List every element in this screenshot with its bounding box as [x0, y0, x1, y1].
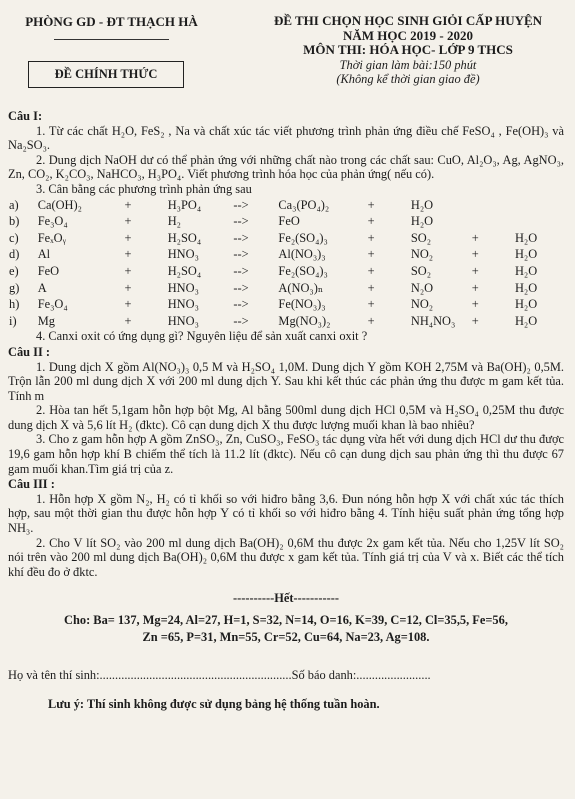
- reaction-table: [8, 197, 564, 330]
- plus-sign: +: [124, 280, 132, 295]
- product-2: H₂O: [410, 214, 434, 229]
- reaction-row: [8, 280, 564, 297]
- plus-sign: +: [471, 280, 479, 295]
- product-1: Fe₂(SO₄)₃: [278, 230, 328, 245]
- arrow: -->: [233, 214, 249, 229]
- q1-part2: 2. Dung dịch NaOH dư có thể phản ứng với những chất nào trong các chất sau: CuO, Al₂O₃, Ag, AgNO₃, Zn, CO₂, K₂CO₃, NaHCO₃, H₃PO₄. Viết phương trình hóa học của phản ứng( nếu có).: [8, 152, 564, 182]
- q2-part1: 1. Dung dịch X gồm Al(NO₃)₃ 0,5 M và H₂SO₄ 1,0M. Dung dịch Y gồm KOH 2,75M và Ba(OH)₂ 0,5M. Trộn lẫn 200 ml dung dịch X với 200 ml dung dịch Y. Sau khi kết thúc các phản ứng thu được m gam kết tủa. Tính m: [8, 359, 564, 403]
- product-3: H₂O: [514, 313, 538, 328]
- product-2: NO₂: [410, 297, 434, 312]
- product-3: [514, 197, 564, 214]
- plus-sign: +: [367, 297, 375, 312]
- reactant-2: H₂SO₄: [167, 263, 202, 278]
- reactant-2: H₂: [167, 214, 181, 229]
- plus-sign: +: [124, 214, 132, 229]
- reactant-1: A: [37, 280, 47, 295]
- divider: [54, 39, 169, 40]
- time-limit: Thời gian làm bài:150 phút: [339, 57, 477, 72]
- q3-part1: 1. Hỗn hợp X gồm N₂, H₂ có tỉ khối so với hiđro bằng 3,6. Đun nóng hỗn hợp X với chất xúc tác thích hợp, sau một thời gian thu được hỗn hợp Y có tỉ khối so với hiđro bằng 4. Tính hiệu suất phản ứng tổng hợp NH₃.: [8, 491, 564, 536]
- question-2-title: Câu II :: [8, 344, 50, 359]
- reactant-2: H₃PO₄: [167, 197, 202, 212]
- product-1: Mg(NO₃)₂: [278, 313, 331, 328]
- atomic-masses: [8, 612, 564, 646]
- exam-title: ĐỀ THI CHỌN HỌC SINH GIỎI CẤP HUYỆN: [273, 13, 543, 28]
- plus-sign: +: [367, 313, 375, 328]
- official-stamp-box: ĐỀ CHÍNH THỨC: [28, 61, 184, 88]
- department-name: PHÒNG GD - ĐT THẠCH HÀ: [25, 14, 198, 29]
- plus-sign: +: [367, 230, 375, 245]
- arrow: -->: [233, 280, 249, 295]
- reactant-1: Mg: [37, 313, 55, 328]
- product-2: NH₄NO₃: [410, 313, 456, 328]
- reactant-2: HNO₃: [167, 297, 199, 312]
- plus-sign: +: [124, 263, 132, 278]
- product-1: A(NO₃)ₙ: [278, 280, 324, 295]
- product-1: Fe₂(SO₄)₃: [278, 263, 328, 278]
- product-3: H₂O: [514, 297, 538, 312]
- reactant-1: Ca(OH)₂: [37, 197, 82, 212]
- question-3-title: Câu III :: [8, 477, 55, 492]
- reactant-1: FeₓOᵧ: [37, 230, 66, 245]
- reactant-1: Al: [37, 247, 51, 262]
- arrow: -->: [233, 297, 249, 312]
- plus-sign: [471, 197, 514, 214]
- product-3: H₂O: [514, 263, 538, 278]
- reactant-2: H₂SO₄: [167, 230, 202, 245]
- reactant-1: FeO: [37, 263, 60, 278]
- arrow: -->: [233, 313, 249, 328]
- product-2: SO₂: [410, 263, 432, 278]
- reaction-label: c): [9, 230, 19, 245]
- reaction-row: [8, 230, 564, 247]
- atomic-masses-line2: Zn =65, P=31, Mn=55, Cr=52, Cu=64, Na=23, Ag=108.: [142, 630, 430, 644]
- plus-sign: +: [124, 197, 132, 212]
- plus-sign: +: [124, 230, 132, 245]
- plus-sign: +: [367, 280, 375, 295]
- plus-sign: +: [471, 247, 479, 262]
- reaction-label: b): [9, 214, 20, 229]
- q2-part3: 3. Cho z gam hỗn hợp A gồm ZnSO₃, Zn, CuSO₃, FeSO₃ tác dụng vừa hết với dung dịch HCl dư thu được 19,6 gam hỗn hợp khí B chiếm thể tích là 11.2 lít (đktc). Nếu cô cạn dung dịch sau phản ứng thì thu được 67 gam muối khan.Tìm giá trị của z.: [8, 432, 564, 476]
- reaction-row: [8, 197, 564, 214]
- exam-note: Lưu ý: Thí sinh không được sử dụng bảng hệ thống tuần hoàn.: [48, 696, 380, 711]
- product-2: N₂O: [410, 280, 434, 295]
- atomic-masses-line1: Cho: Ba= 137, Mg=24, Al=27, H=1, S=32, N=14, O=16, K=39, C=12, Cl=35,5, Fe=56,: [64, 613, 508, 627]
- reaction-label: e): [9, 263, 19, 278]
- arrow: -->: [233, 197, 249, 212]
- plus-sign: +: [471, 230, 479, 245]
- plus-sign: [471, 213, 514, 230]
- reactant-1: Fe₃O₄: [37, 297, 68, 312]
- plus-sign: +: [471, 297, 479, 312]
- plus-sign: +: [124, 247, 132, 262]
- exam-body: [8, 108, 564, 711]
- product-2: NO₂: [410, 247, 434, 262]
- plus-sign: +: [471, 263, 479, 278]
- reaction-row: [8, 313, 564, 330]
- plus-sign: +: [367, 214, 375, 229]
- school-year: NĂM HỌC 2019 - 2020: [343, 27, 473, 43]
- header-left: [14, 14, 209, 40]
- product-3: [514, 213, 564, 230]
- product-1: Ca₃(PO₄)₂: [278, 197, 330, 212]
- reactant-2: HNO₃: [167, 313, 199, 328]
- header-right: [248, 14, 568, 87]
- reaction-label: h): [9, 297, 20, 312]
- product-1: Al(NO₃)₃: [278, 247, 326, 262]
- candidate-info-line: Họ và tên thí sinh:..............................................................Số báo danh:........................: [8, 668, 431, 682]
- product-1: FeO: [278, 214, 300, 229]
- plus-sign: +: [367, 247, 375, 262]
- reaction-label: i): [9, 313, 17, 328]
- reaction-label: a): [9, 197, 19, 212]
- question-1-title: Câu I:: [8, 109, 43, 123]
- arrow: -->: [233, 230, 249, 245]
- reactant-1: Fe₃O₄: [37, 214, 68, 229]
- product-3: H₂O: [514, 247, 538, 262]
- reaction-row: [8, 263, 564, 280]
- plus-sign: +: [124, 313, 132, 328]
- q1-part3: 3. Cân bằng các phương trình phản ứng sau: [36, 181, 252, 196]
- product-3: H₂O: [514, 230, 538, 245]
- time-note: (Không kể thời gian giao đề): [336, 72, 480, 86]
- reaction-row: [8, 246, 564, 263]
- reactant-2: HNO₃: [167, 247, 199, 262]
- product-2: H₂O: [410, 197, 434, 212]
- product-1: Fe(NO₃)₃: [278, 297, 326, 312]
- reaction-label: d): [9, 247, 20, 262]
- product-3: H₂O: [514, 280, 538, 295]
- product-2: SO₂: [410, 230, 432, 245]
- reaction-row: [8, 296, 564, 313]
- reaction-label: g): [9, 280, 20, 295]
- plus-sign: +: [471, 313, 479, 328]
- reactant-2: HNO₃: [167, 280, 199, 295]
- reaction-row: [8, 213, 564, 230]
- q1-part1: 1. Từ các chất H₂O, FeS₂ , Na và chất xúc tác viết phương trình phản ứng điều chế FeSO₄ , Fe(OH)₃ và Na₂SO₃.: [8, 123, 564, 153]
- q2-part2: 2. Hòa tan hết 5,1gam hỗn hợp bột Mg, Al bằng 500ml dung dịch HCl 0,5M và H₂SO₄ 0,25M thu được dung dịch X và 5,6 lít H₂ (đktc). Cô cạn dung dịch X thu được lượng muối khan là bao nhiêu?: [8, 403, 564, 432]
- q1-part4: 4. Canxi oxit có ứng dụng gì? Nguyên liệu để sản xuất canxi oxit ?: [36, 329, 368, 344]
- plus-sign: +: [124, 297, 132, 312]
- plus-sign: +: [367, 263, 375, 278]
- subject: MÔN THI: HÓA HỌC- LỚP 9 THCS: [303, 42, 513, 57]
- arrow: -->: [233, 247, 249, 262]
- arrow: -->: [233, 263, 249, 278]
- plus-sign: +: [367, 197, 375, 212]
- end-marker: ----------Hết-----------: [233, 591, 339, 606]
- q3-part2: 2. Cho V lít SO₂ vào 200 ml dung dịch Ba(OH)₂ 0,6M thu được 2x gam kết tủa. Nếu cho 1,25V lít SO₂ nói trên vào 200 ml dung dịch Ba(OH)₂ 0,6M thu được x gam kết tủa. Tính giá trị của V và x. Biết các thể tích khí đều đo ở đktc.: [8, 535, 564, 579]
